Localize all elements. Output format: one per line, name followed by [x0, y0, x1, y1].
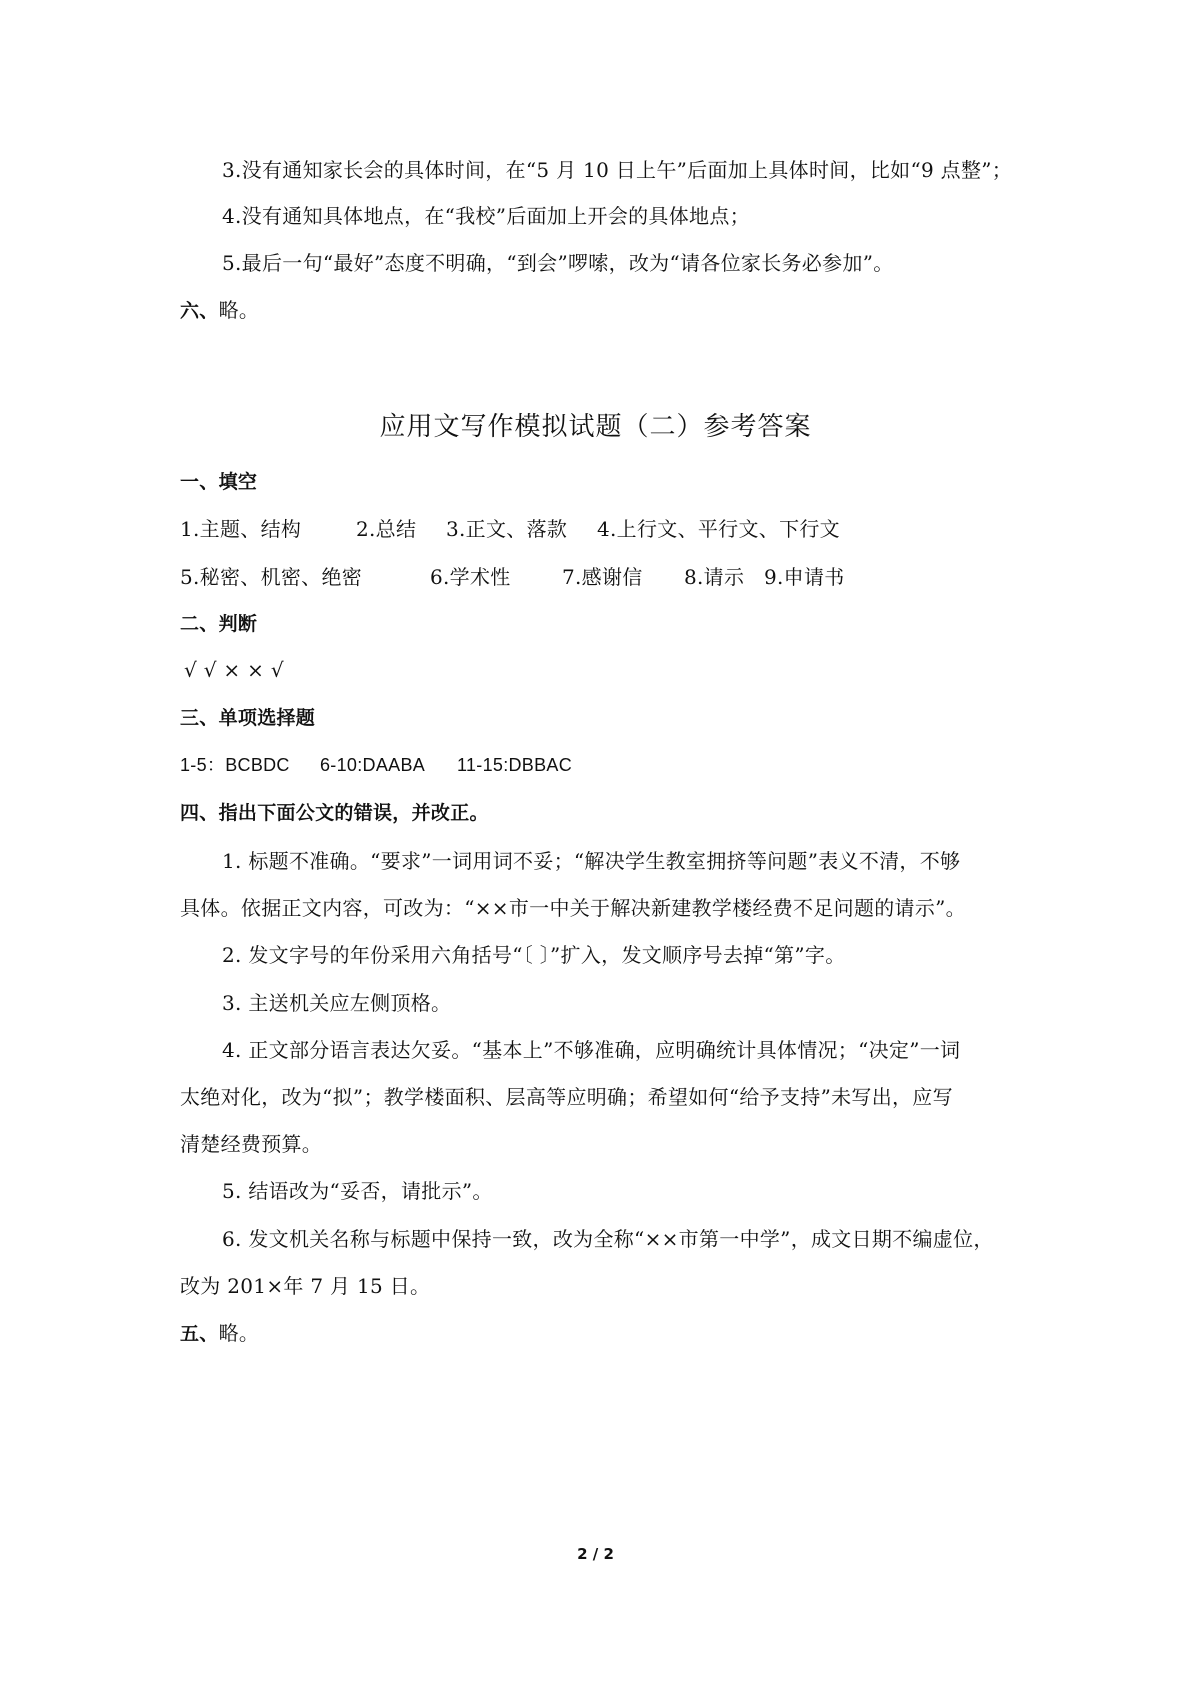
section-six [180, 296, 259, 325]
choice-answers-11-15: 11-15:DBBAC [457, 755, 573, 775]
section-six-text: 略。 [218, 298, 260, 322]
fill-answer-6: 6.学术性 [430, 565, 511, 589]
fill-answer-3: 3.正文、落款 [446, 517, 568, 541]
section-2-heading: 二、判断 [180, 613, 258, 635]
fill-answer-1: 1.主题、结构 [180, 517, 302, 541]
fill-answer-7: 7.感谢信 [562, 565, 643, 589]
section-5 [180, 1319, 259, 1348]
fill-answer-8: 8.请示 [684, 565, 745, 589]
correction-6-line-2: 改为 201×年 7 月 15 日。 [180, 1274, 431, 1298]
section-3-heading: 三、单项选择题 [180, 707, 316, 729]
correction-2: 2. 发文字号的年份采用六角括号“〔 〕”扩入，发文顺序号去掉“第”字。 [222, 943, 846, 967]
correction-1-line-2: 具体。依据正文内容，可改为：“××市一中关于解决新建教学楼经费不足问题的请示”。 [180, 896, 966, 920]
fill-answer-5: 5.秘密、机密、绝密 [180, 565, 363, 589]
prev-item-5: 5.最后一句“最好”态度不明确，“到会”啰嗦，改为“请各位家长务必参加”。 [222, 251, 894, 275]
section-1-heading: 一、填空 [180, 471, 258, 493]
correction-1-line-1: 1. 标题不准确。“要求”一词用词不妥；“解决学生教室拥挤等问题”表义不清，不够 [222, 849, 961, 873]
prev-item-3: 3.没有通知家长会的具体时间，在“5 月 10 日上午”后面加上具体时间，比如“9 点整”； [222, 158, 1013, 182]
fill-answer-9: 9.申请书 [764, 565, 845, 589]
prev-item-4: 4.没有通知具体地点，在“我校”后面加上开会的具体地点； [222, 204, 750, 228]
correction-3: 3. 主送机关应左侧顶格。 [222, 991, 452, 1015]
section-5-heading: 五、 [180, 1323, 219, 1345]
page-number: 2 / 2 [577, 1545, 614, 1563]
correction-4-line-2: 太绝对化，改为“拟”；教学楼面积、层高等应明确；希望如何“给予支持”未写出，应写 [180, 1085, 953, 1109]
choice-answers-1-5: 1-5：BCBDC [180, 755, 290, 775]
section-5-text: 略。 [218, 1321, 260, 1345]
section-4-heading: 四、指出下面公文的错误，并改正。 [180, 802, 489, 824]
correction-4-line-1: 4. 正文部分语言表达欠妥。“基本上”不够准确，应明确统计具体情况；“决定”一词 [222, 1038, 961, 1062]
judgement-answers: √ √ × × √ [184, 658, 284, 682]
fill-answer-2: 2.总结 [356, 517, 417, 541]
document-title: 应用文写作模拟试题（二）参考答案 [379, 412, 812, 442]
fill-answer-4: 4.上行文、平行文、下行文 [597, 517, 840, 541]
section-six-heading: 六、 [180, 300, 219, 322]
correction-5: 5. 结语改为“妥否，请批示”。 [222, 1179, 493, 1203]
correction-6-line-1: 6. 发文机关名称与标题中保持一致，改为全称“××市第一中学”，成文日期不编虚位， [222, 1227, 994, 1251]
choice-answers-6-10: 6-10:DAABA [320, 755, 426, 775]
correction-4-line-3: 清楚经费预算。 [180, 1132, 323, 1156]
